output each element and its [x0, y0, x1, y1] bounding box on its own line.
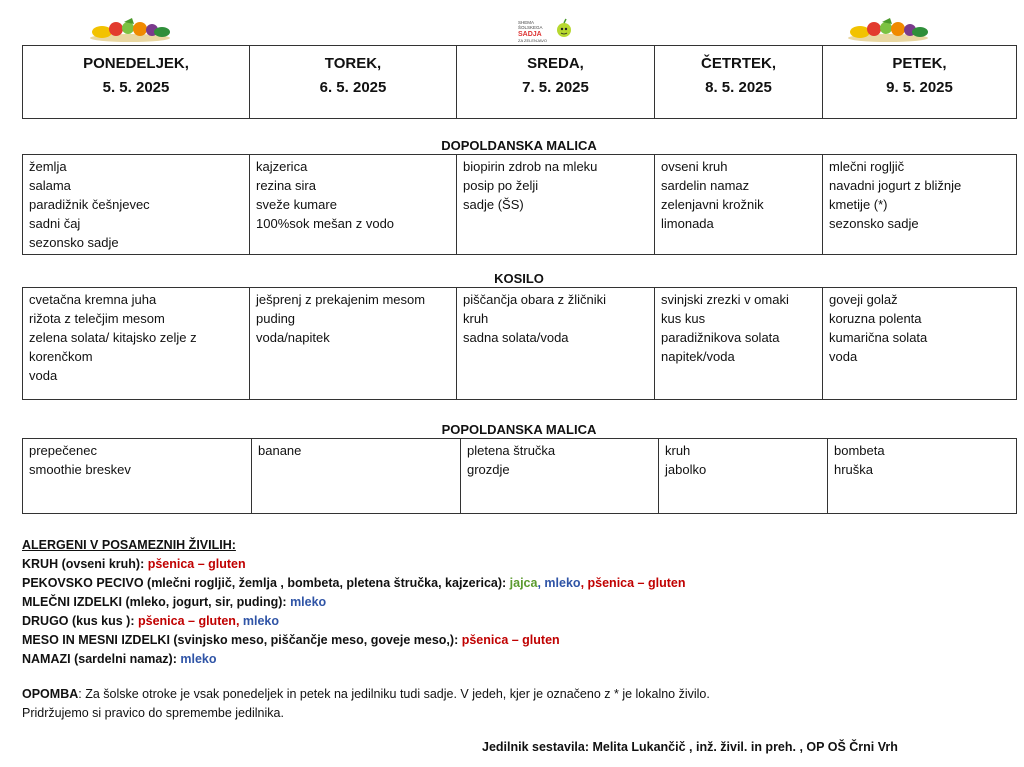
allergen-milk: mleko: [242, 614, 280, 628]
allergen-line-spreads: [22, 650, 685, 669]
menu-item: napitek/voda: [661, 349, 735, 364]
note-label: OPOMBA: [22, 687, 79, 701]
note-line: Pridržujemo si pravico do spremembe jedilnika.: [22, 706, 284, 720]
menu-item: kajzerica: [256, 159, 308, 174]
allergen-label: MLEČNI IZDELKI (mleko, jogurt, sir, puding):: [22, 595, 291, 609]
menu-cell: [655, 288, 823, 400]
menu-item: ješprenj z prekajenim mesom: [256, 292, 426, 307]
lunch-table: [22, 287, 1017, 400]
allergen-gluten: pšenica – gluten,: [138, 614, 243, 628]
menu-cell: [457, 155, 655, 255]
menu-item: pletena štručka: [467, 443, 556, 458]
note-line: [22, 685, 710, 704]
svg-text:SADJA: SADJA: [518, 31, 542, 38]
menu-cell: [457, 288, 655, 400]
allergen-label: KRUH (ovseni kruh):: [22, 557, 148, 571]
day-header-monday: [23, 46, 250, 119]
menu-item: kumarična solata: [829, 330, 928, 345]
afternoon-snack-table: [22, 438, 1017, 514]
menu-cell: [23, 288, 250, 400]
menu-item: kruh: [463, 311, 489, 326]
day-date: 7. 5. 2025: [522, 79, 589, 96]
note-section: [22, 685, 710, 723]
menu-item: rižota z telečjim mesom: [29, 311, 165, 326]
day-date: 9. 5. 2025: [886, 79, 953, 96]
menu-cell: [250, 288, 457, 400]
menu-cell: [823, 155, 1017, 255]
fruit-logo-left: [88, 16, 172, 42]
menu-item: bombeta: [834, 443, 885, 458]
signature: Jedilnik sestavila: Melita Lukančič , inž. živil. in preh. , OP OŠ Črni Vrh: [482, 740, 898, 754]
menu-cell: [250, 155, 457, 255]
menu-item: jabolko: [665, 462, 707, 477]
menu-item: prepečenec: [29, 443, 97, 458]
menu-cell: [461, 439, 659, 514]
allergen-line-meat: [22, 631, 685, 650]
day-header-friday: [823, 46, 1017, 119]
morning-snack-table: [22, 154, 1017, 255]
allergen-eggs: jajca: [509, 576, 538, 590]
fruit-logo-right: [846, 16, 930, 42]
menu-item: salama: [29, 178, 71, 193]
menu-item: kmetije (*): [829, 197, 888, 212]
day-header-table: [22, 45, 1017, 119]
day-name: TOREK,: [324, 55, 382, 72]
svg-text:ZA ZELENJAVO: ZA ZELENJAVO: [518, 38, 548, 43]
allergen-line-pastry: [22, 574, 685, 593]
menu-item: sadje (ŠS): [463, 197, 524, 212]
allergen-line-other: [22, 612, 685, 631]
day-date: 6. 5. 2025: [319, 79, 387, 96]
allergen-gluten: pšenica – gluten: [587, 576, 686, 590]
menu-item: zelena solata/ kitajsko zelje z: [29, 330, 197, 345]
menu-item: sadni čaj: [29, 216, 81, 231]
menu-item: hruška: [834, 462, 874, 477]
day-header-wednesday: [457, 46, 655, 119]
allergen-line-bread: [22, 555, 685, 574]
allergen-label: MESO IN MESNI IZDELKI (svinjsko meso, piščančje meso, goveje meso,):: [22, 633, 462, 647]
day-name: SREDA,: [527, 55, 584, 72]
school-fruit-scheme-logo: [516, 18, 576, 44]
menu-item: puding: [256, 311, 296, 326]
menu-item: voda: [829, 349, 858, 364]
allergen-label: NAMAZI (sardelni namaz):: [22, 652, 181, 666]
allergen-separator: ,: [580, 576, 588, 590]
menu-item: kruh: [665, 443, 691, 458]
menu-item: limonada: [661, 216, 714, 231]
menu-item: zelenjavni krožnik: [661, 197, 764, 212]
allergen-milk: mleko: [544, 576, 581, 590]
day-date: 5. 5. 2025: [102, 79, 170, 96]
menu-cell: [23, 439, 252, 514]
allergen-label: DRUGO (kus kus ):: [22, 614, 138, 628]
menu-item: cvetačna kremna juha: [29, 292, 157, 307]
menu-item: voda/napitek: [256, 330, 330, 345]
menu-item: korenčkom: [29, 349, 93, 364]
menu-cell: [252, 439, 461, 514]
menu-item: sezonsko sadje: [29, 235, 119, 250]
allergens-title: ALERGENI V POSAMEZNIH ŽIVILIH:: [22, 538, 236, 552]
menu-item: goveji golaž: [829, 292, 898, 307]
day-name: PETEK,: [892, 55, 947, 72]
allergen-milk: mleko: [290, 595, 327, 609]
menu-item: grozdje: [467, 462, 510, 477]
menu-item: koruzna polenta: [829, 311, 922, 326]
menu-item: sveže kumare: [256, 197, 337, 212]
allergen-separator: ,: [537, 576, 545, 590]
menu-cell: [659, 439, 828, 514]
svg-text:SHEMA: SHEMA: [518, 20, 535, 25]
menu-cell: [655, 155, 823, 255]
allergens-section: [22, 536, 685, 669]
allergen-label: PEKOVSKO PECIVO (mlečni rogljič, žemlja , bombeta, pletena štručka, kajzerica):: [22, 576, 510, 590]
menu-item: sardelin namaz: [661, 178, 750, 193]
note-text: : Za šolske otroke je vsak ponedeljek in petek na jedilniku tudi sadje. V jedeh, kjer je označeno z * je lokalno živilo.: [78, 687, 710, 701]
menu-item: svinjski zrezki v omaki: [661, 292, 789, 307]
menu-item: kus kus: [661, 311, 706, 326]
day-date: 8. 5. 2025: [705, 79, 772, 96]
menu-item: ovseni kruh: [661, 159, 728, 174]
menu-item: mlečni rogljič: [829, 159, 905, 174]
menu-item: 100%sok mešan z vodo: [256, 216, 395, 231]
allergen-milk: mleko: [180, 652, 217, 666]
menu-item: biopirin zdrob na mleku: [463, 159, 598, 174]
menu-item: žemlja: [29, 159, 67, 174]
menu-item: piščančja obara z žličniki: [463, 292, 607, 307]
menu-item: paradižnik češnjevec: [29, 197, 150, 212]
morning-snack-title: DOPOLDANSKA MALICA: [441, 138, 597, 153]
menu-item: paradižnikova solata: [661, 330, 780, 345]
allergen-line-dairy: [22, 593, 685, 612]
day-name: PONEDELJEK,: [83, 55, 189, 72]
allergen-gluten: pšenica – gluten: [461, 633, 560, 647]
menu-item: banane: [258, 443, 302, 458]
afternoon-snack-title: POPOLDANSKA MALICA: [441, 422, 597, 437]
lunch-title: KOSILO: [494, 271, 544, 286]
allergen-gluten: pšenica – gluten: [147, 557, 246, 571]
menu-cell: [828, 439, 1017, 514]
menu-item: sezonsko sadje: [829, 216, 919, 231]
svg-text:ŠOLSKEGA: ŠOLSKEGA: [518, 25, 543, 30]
menu-item: sadna solata/voda: [463, 330, 569, 345]
menu-cell: [23, 155, 250, 255]
menu-item: navadni jogurt z bližnje: [829, 178, 962, 193]
day-header-tuesday: [250, 46, 457, 119]
menu-item: smoothie breskev: [29, 462, 131, 477]
menu-item: voda: [29, 368, 58, 383]
menu-item: rezina sira: [256, 178, 316, 193]
menu-item: posip po želji: [463, 178, 539, 193]
day-header-thursday: [655, 46, 823, 119]
menu-cell: [823, 288, 1017, 400]
day-name: ČETRTEK,: [701, 55, 776, 72]
